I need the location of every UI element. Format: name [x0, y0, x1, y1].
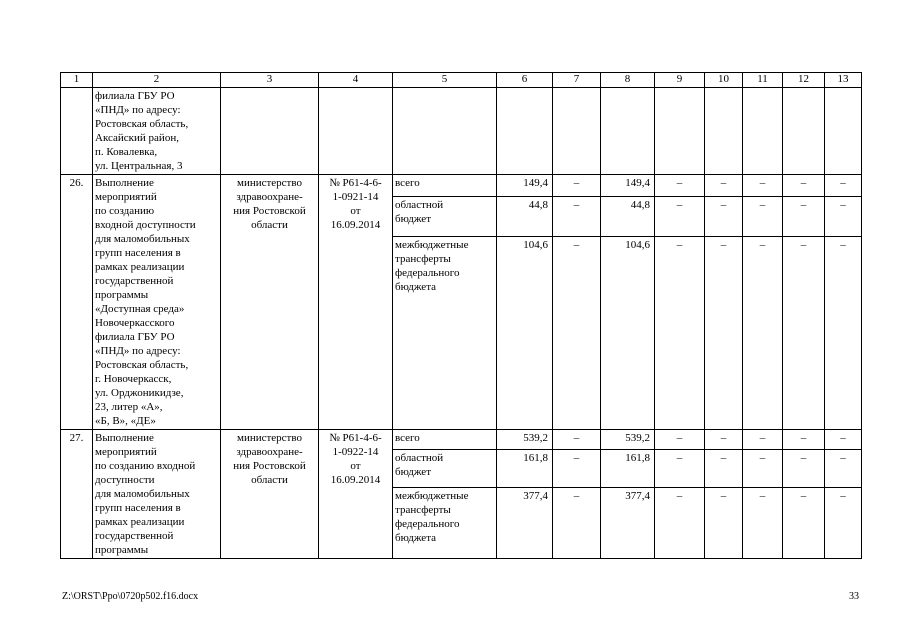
value-cell: –: [655, 175, 705, 197]
value-cell: –: [743, 237, 783, 430]
value-cell: –: [553, 430, 601, 450]
col-header: 6: [497, 73, 553, 88]
row-document: № Р61-4-6- 1-0921-14 от 16.09.2014: [319, 175, 393, 430]
col-header: 10: [705, 73, 743, 88]
value-cell: 149,4: [497, 175, 553, 197]
row-executor: министерство здравоохране- ния Ростовской области: [221, 430, 319, 559]
value-cell: –: [825, 175, 862, 197]
page-number: 33: [849, 591, 859, 602]
value-cell: 44,8: [601, 196, 655, 236]
row-executor: министерство здравоохране- ния Ростовской области: [221, 175, 319, 430]
funding-source: межбюджетные трансферты федерального бюджета: [393, 237, 497, 430]
value-cell: –: [783, 196, 825, 236]
row-document: № Р61-4-6- 1-0922-14 от 16.09.2014: [319, 430, 393, 559]
table-row: [61, 175, 862, 197]
value-cell: –: [825, 450, 862, 487]
continuation-description: филиала ГБУ РО «ПНД» по адресу: Ростовская область, Аксайский район, п. Ковалевка, ул. Центральная, 3: [93, 88, 221, 175]
cell: [497, 88, 553, 175]
funding-source: всего: [393, 175, 497, 197]
value-cell: 161,8: [601, 450, 655, 487]
cell: [553, 88, 601, 175]
value-cell: 104,6: [601, 237, 655, 430]
col-header: 5: [393, 73, 497, 88]
row-description: Выполнение мероприятий по созданию входной доступности для маломобильных групп населения в рамках реализации государственной программы: [93, 430, 221, 559]
value-cell: –: [553, 487, 601, 558]
value-cell: –: [655, 430, 705, 450]
value-cell: –: [705, 487, 743, 558]
col-header: 2: [93, 73, 221, 88]
col-header: 8: [601, 73, 655, 88]
value-cell: –: [553, 175, 601, 197]
value-cell: –: [705, 450, 743, 487]
funding-source: всего: [393, 430, 497, 450]
col-header: 9: [655, 73, 705, 88]
col-header: 4: [319, 73, 393, 88]
value-cell: –: [783, 237, 825, 430]
cell: [221, 88, 319, 175]
col-header: 12: [783, 73, 825, 88]
value-cell: –: [705, 196, 743, 236]
value-cell: –: [553, 450, 601, 487]
col-header: 3: [221, 73, 319, 88]
table-row: [61, 430, 862, 450]
col-header: 7: [553, 73, 601, 88]
cell: [61, 88, 93, 175]
value-cell: –: [743, 430, 783, 450]
value-cell: –: [705, 175, 743, 197]
cell: [783, 88, 825, 175]
footer-file-path: Z:\ORST\Ppo\0720p502.f16.docx: [62, 591, 199, 602]
value-cell: –: [783, 430, 825, 450]
col-header: 1: [61, 73, 93, 88]
value-cell: 539,2: [497, 430, 553, 450]
funding-source: межбюджетные трансферты федерального бюджета: [393, 487, 497, 558]
value-cell: –: [655, 237, 705, 430]
table-row-continuation: [61, 88, 862, 175]
value-cell: –: [705, 430, 743, 450]
cell: [825, 88, 862, 175]
value-cell: –: [825, 237, 862, 430]
value-cell: –: [743, 196, 783, 236]
col-header: 13: [825, 73, 862, 88]
value-cell: 539,2: [601, 430, 655, 450]
value-cell: –: [743, 450, 783, 487]
cell: [393, 88, 497, 175]
col-header: 11: [743, 73, 783, 88]
value-cell: 44,8: [497, 196, 553, 236]
row-number: 27.: [61, 430, 93, 559]
value-cell: 377,4: [497, 487, 553, 558]
value-cell: –: [655, 487, 705, 558]
cell: [601, 88, 655, 175]
funding-source: областной бюджет: [393, 450, 497, 487]
value-cell: –: [743, 175, 783, 197]
value-cell: –: [783, 175, 825, 197]
row-number: 26.: [61, 175, 93, 430]
value-cell: 149,4: [601, 175, 655, 197]
value-cell: –: [783, 450, 825, 487]
value-cell: –: [743, 487, 783, 558]
value-cell: –: [825, 487, 862, 558]
value-cell: 377,4: [601, 487, 655, 558]
value-cell: –: [825, 430, 862, 450]
value-cell: –: [825, 196, 862, 236]
funding-source: областной бюджет: [393, 196, 497, 236]
cell: [319, 88, 393, 175]
value-cell: –: [705, 237, 743, 430]
value-cell: –: [553, 237, 601, 430]
cell: [743, 88, 783, 175]
value-cell: –: [655, 196, 705, 236]
value-cell: 104,6: [497, 237, 553, 430]
value-cell: 161,8: [497, 450, 553, 487]
header-row: [61, 73, 862, 88]
budget-table: [60, 72, 862, 559]
cell: [705, 88, 743, 175]
cell: [655, 88, 705, 175]
row-description: Выполнение мероприятий по созданию входной доступности для маломобильных групп населения в рамках реализации государственной программы «Доступная среда» Новочеркасского филиала ГБУ РО «ПНД» по адресу: Ростовская область, г. Новочеркасск, ул. Орджоникидзе, 23, литер «А», «Б, В», «ДЕ»: [93, 175, 221, 430]
value-cell: –: [783, 487, 825, 558]
value-cell: –: [655, 450, 705, 487]
value-cell: –: [553, 196, 601, 236]
